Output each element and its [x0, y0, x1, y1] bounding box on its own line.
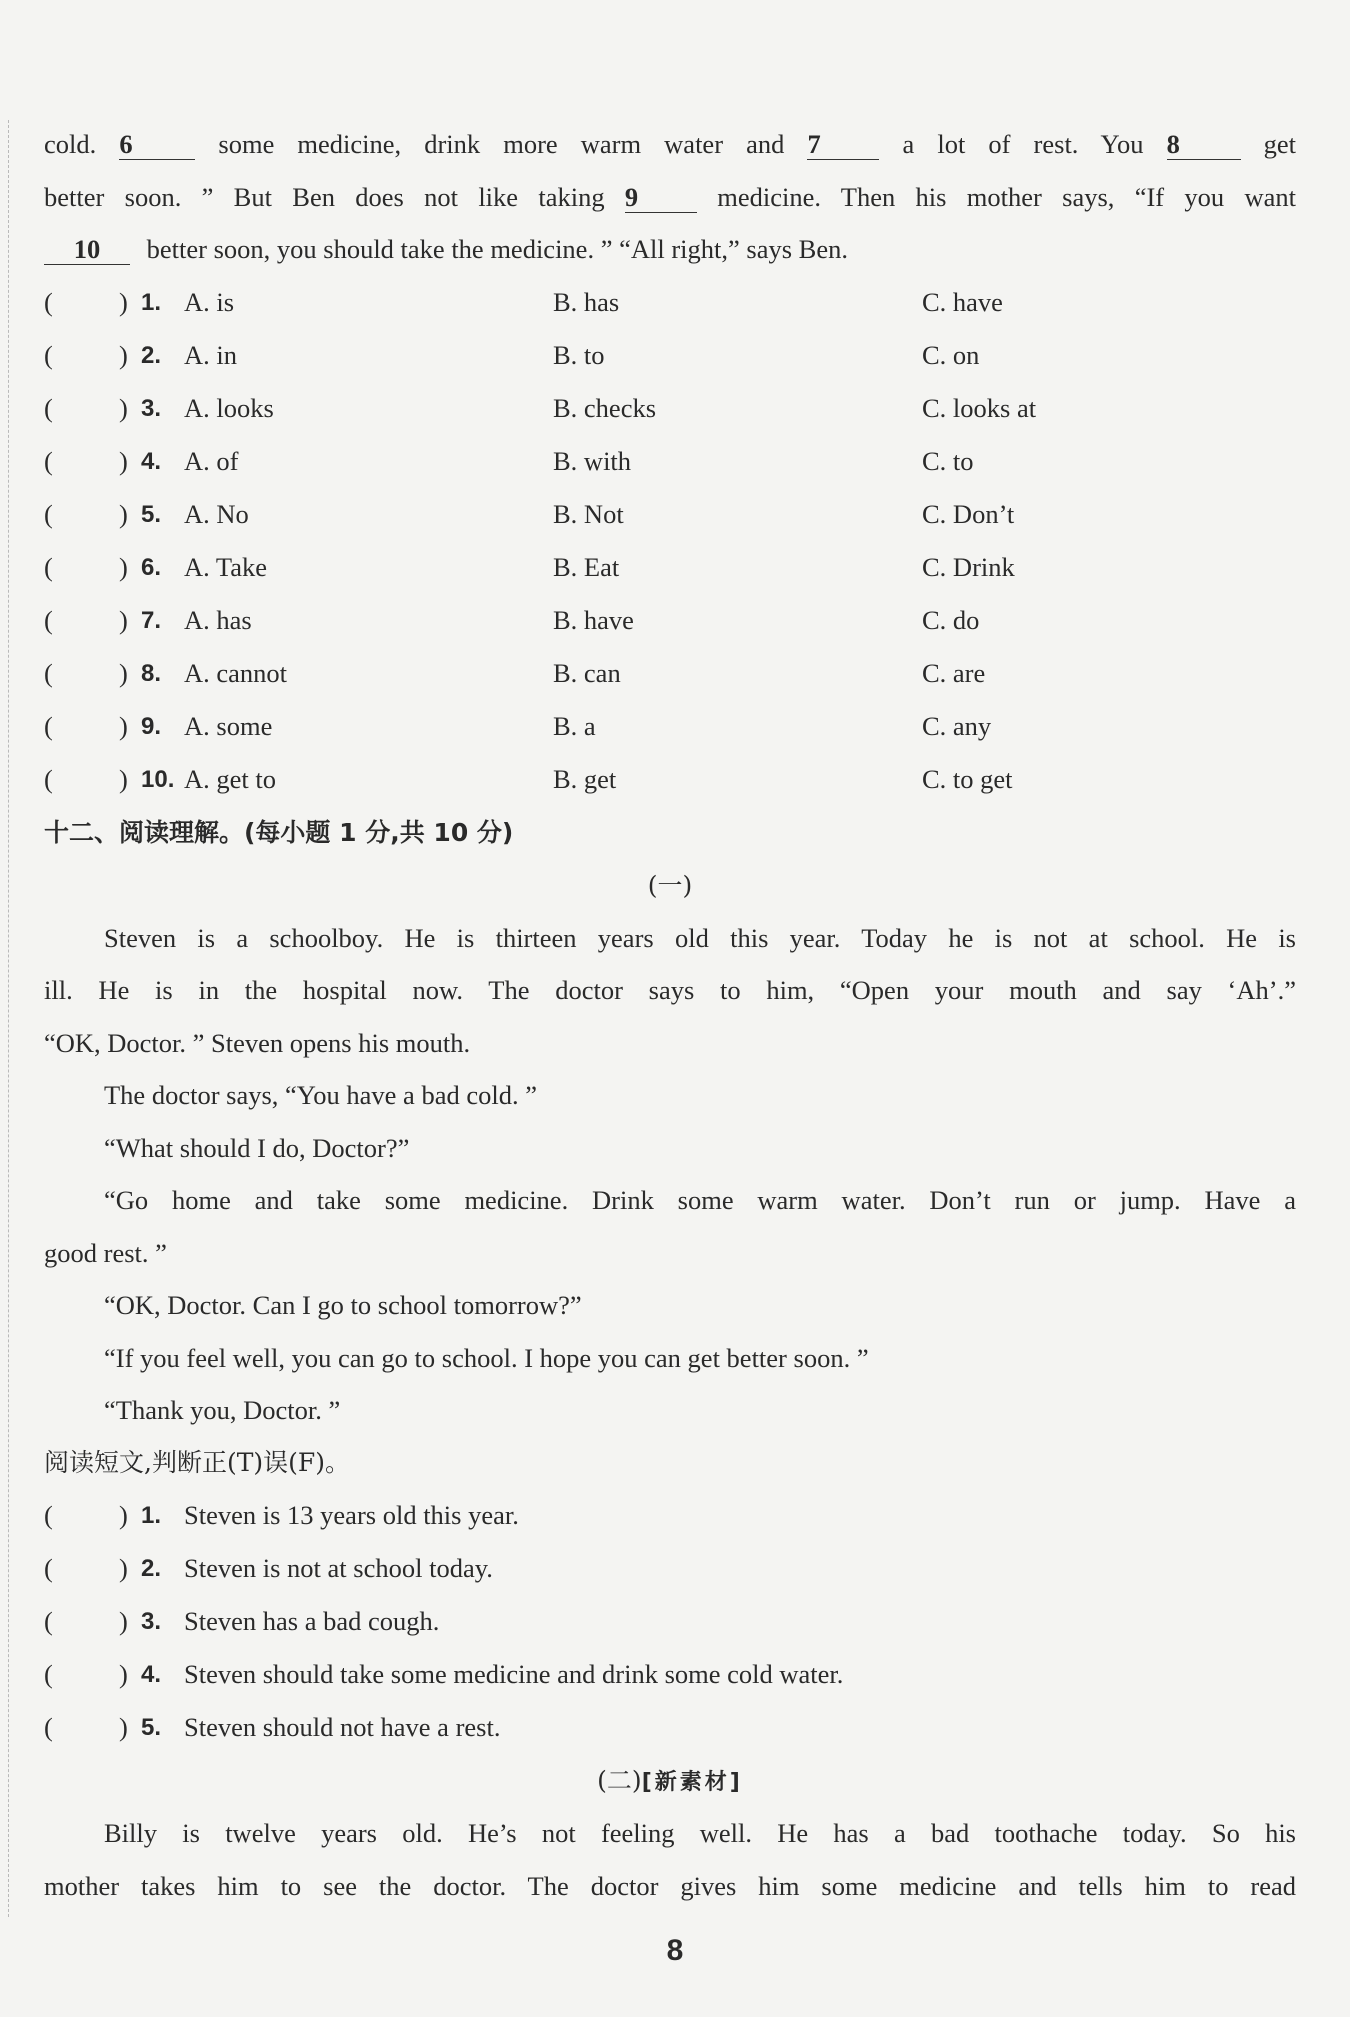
page-number: 8: [666, 1934, 684, 1967]
tf-row: [44, 1542, 1296, 1595]
answer-paren-close: ): [119, 763, 128, 794]
option-b: B. a: [553, 710, 596, 741]
option-c: C. Don’t: [922, 498, 1015, 529]
answer-paren-open[interactable]: (: [44, 1659, 53, 1689]
answer-paren-close: ): [119, 1606, 128, 1636]
answer-paren-open[interactable]: (: [44, 710, 53, 741]
cloze-text: better soon. ” But Ben does not like taking: [44, 181, 605, 212]
question-number: 4.: [141, 447, 162, 475]
choice-row: [44, 753, 1296, 806]
answer-paren-open[interactable]: (: [44, 1500, 53, 1530]
passage-line: Billy is twelve years old. He’s not feeling well. He has a bad toothache today. So his: [104, 1818, 1296, 1848]
option-a: A. of: [184, 445, 239, 476]
passage-line: good rest. ”: [44, 1237, 167, 1268]
new-material-tag: [新素材]: [641, 1770, 743, 1795]
choice-row: [44, 594, 1296, 647]
blank-6[interactable]: 6: [119, 129, 195, 160]
passage-line: Steven is a schoolboy. He is thirteen years old this year. Today he is not at school. He is: [104, 922, 1296, 953]
answer-paren-close: ): [119, 551, 128, 582]
statement: Steven is 13 years old this year.: [184, 1500, 519, 1530]
cloze-text: get: [1263, 129, 1296, 159]
option-b: B. has: [553, 286, 620, 317]
question-number: 1.: [141, 288, 162, 316]
question-number: 3.: [141, 1608, 162, 1635]
question-number: 1.: [141, 1502, 162, 1529]
passage-1: [44, 912, 1296, 1437]
cloze-text: some medicine, drink more warm water and: [218, 129, 785, 159]
statement: Steven should take some medicine and drink some cold water.: [184, 1659, 844, 1689]
part-2-header: [44, 1754, 1296, 1807]
answer-paren-open[interactable]: (: [44, 551, 53, 582]
option-c: C. Drink: [922, 551, 1015, 582]
passage-line: ill. He is in the hospital now. The doctor says to him, “Open your mouth and say ‘Ah’.”: [44, 975, 1296, 1005]
cloze-line-2: [44, 171, 1296, 224]
blank-7[interactable]: 7: [807, 129, 879, 160]
option-a: A. cannot: [184, 657, 288, 688]
option-b: B. checks: [553, 392, 657, 423]
cloze-text: cold.: [44, 129, 97, 159]
passage-line: “Go home and take some medicine. Drink some warm water. Don’t run or jump. Have a: [104, 1185, 1296, 1215]
passage-line: “Thank you, Doctor. ”: [104, 1395, 341, 1425]
cloze-text: a lot of rest. You: [902, 129, 1144, 159]
option-c: C. to get: [922, 763, 1013, 794]
answer-paren-close: ): [119, 1553, 128, 1583]
answer-paren-open[interactable]: (: [44, 498, 53, 529]
instruction: 阅读短文,判断正(T)误(F)。: [44, 1447, 350, 1477]
blank-10[interactable]: 10: [44, 234, 130, 265]
answer-paren-close: ): [119, 445, 128, 476]
tf-row: [44, 1489, 1296, 1542]
tf-row: [44, 1595, 1296, 1648]
statement: Steven has a bad cough.: [184, 1606, 440, 1636]
option-c: C. looks at: [922, 392, 1037, 423]
answer-paren-open[interactable]: (: [44, 1712, 53, 1742]
question-number: 5.: [141, 500, 162, 528]
question-number: 5.: [141, 1714, 162, 1741]
choice-row: [44, 276, 1296, 329]
option-a: A. in: [184, 339, 237, 370]
choice-row: [44, 700, 1296, 753]
answer-paren-open[interactable]: (: [44, 445, 53, 476]
answer-paren-close: ): [119, 710, 128, 741]
option-c: C. have: [922, 286, 1003, 317]
option-b: B. to: [553, 339, 605, 370]
answer-paren-close: ): [119, 604, 128, 635]
option-a: A. looks: [184, 392, 274, 423]
tf-row: [44, 1701, 1296, 1754]
answer-paren-open[interactable]: (: [44, 604, 53, 635]
statement: Steven is not at school today.: [184, 1553, 493, 1583]
option-b: B. get: [553, 763, 617, 794]
answer-paren-open[interactable]: (: [44, 657, 53, 688]
option-a: A. No: [184, 498, 249, 529]
question-number: 3.: [141, 394, 162, 422]
choice-row: [44, 541, 1296, 594]
answer-paren-close: ): [119, 1659, 128, 1689]
passage-line: “OK, Doctor. Can I go to school tomorrow?”: [104, 1290, 582, 1320]
page-fold-line: [8, 120, 9, 1917]
answer-paren-open[interactable]: (: [44, 1553, 53, 1583]
worksheet-content: [44, 118, 1296, 1912]
answer-paren-open[interactable]: (: [44, 392, 53, 423]
part-1-label: (一): [647, 870, 693, 900]
passage-line: mother takes him to see the doctor. The doctor gives him some medicine and tells him to read: [44, 1870, 1296, 1901]
answer-paren-open[interactable]: (: [44, 286, 53, 317]
option-b: B. with: [553, 445, 632, 476]
answer-paren-open[interactable]: (: [44, 1606, 53, 1636]
question-number: 6.: [141, 553, 162, 581]
part-2-label: (二): [597, 1766, 642, 1795]
option-c: C. on: [922, 339, 980, 370]
passage-line: The doctor says, “You have a bad cold. ”: [104, 1080, 537, 1110]
cloze-text: medicine. Then his mother says, “If you want: [717, 181, 1296, 212]
answer-paren-close: ): [119, 286, 128, 317]
blank-8[interactable]: 8: [1167, 129, 1241, 160]
blank-9[interactable]: 9: [625, 182, 697, 213]
question-number: 2.: [141, 341, 162, 369]
option-c: C. are: [922, 657, 986, 688]
answer-paren-open[interactable]: (: [44, 763, 53, 794]
choice-list: [44, 276, 1296, 806]
question-number: 2.: [141, 1555, 162, 1582]
choice-row: [44, 647, 1296, 700]
answer-paren-close: ): [119, 1712, 128, 1742]
true-false-list: [44, 1489, 1296, 1754]
answer-paren-close: ): [119, 1500, 128, 1530]
choice-row: [44, 435, 1296, 488]
choice-row: [44, 329, 1296, 382]
question-number: 9.: [141, 712, 162, 740]
cloze-text: better soon, you should take the medicine. ” “All right,” says Ben.: [146, 234, 848, 264]
question-number: 7.: [141, 606, 162, 634]
option-a: A. is: [184, 286, 235, 317]
option-c: C. to: [922, 445, 974, 476]
option-a: A. get to: [184, 763, 276, 794]
choice-row: [44, 382, 1296, 435]
passage-line: “OK, Doctor. ” Steven opens his mouth.: [44, 1027, 471, 1058]
question-number: 8.: [141, 659, 162, 687]
option-c: C. do: [922, 604, 980, 635]
passage-line: “What should I do, Doctor?”: [104, 1132, 410, 1163]
passage-2: [44, 1807, 1296, 1912]
option-c: C. any: [922, 710, 992, 741]
answer-paren-close: ): [119, 498, 128, 529]
cloze-line-3: [44, 223, 1296, 276]
question-number: 10.: [141, 765, 175, 793]
statement: Steven should not have a rest.: [184, 1712, 501, 1742]
answer-paren-close: ): [119, 657, 128, 688]
option-b: B. Not: [553, 498, 624, 529]
option-a: A. some: [184, 710, 273, 741]
option-a: A. has: [184, 604, 252, 635]
option-b: B. have: [553, 604, 634, 635]
question-number: 4.: [141, 1661, 162, 1688]
section-title: 十二、阅读理解。(每小题 1 分,共 10 分): [44, 817, 514, 847]
option-b: B. Eat: [553, 551, 620, 582]
answer-paren-close: ): [119, 339, 128, 370]
cloze-line-1: [44, 118, 1296, 171]
answer-paren-open[interactable]: (: [44, 339, 53, 370]
choice-row: [44, 488, 1296, 541]
answer-paren-close: ): [119, 392, 128, 423]
passage-line: “If you feel well, you can go to school. I hope you can get better soon. ”: [104, 1342, 869, 1373]
tf-row: [44, 1648, 1296, 1701]
option-b: B. can: [553, 657, 621, 688]
option-a: A. Take: [184, 551, 268, 582]
